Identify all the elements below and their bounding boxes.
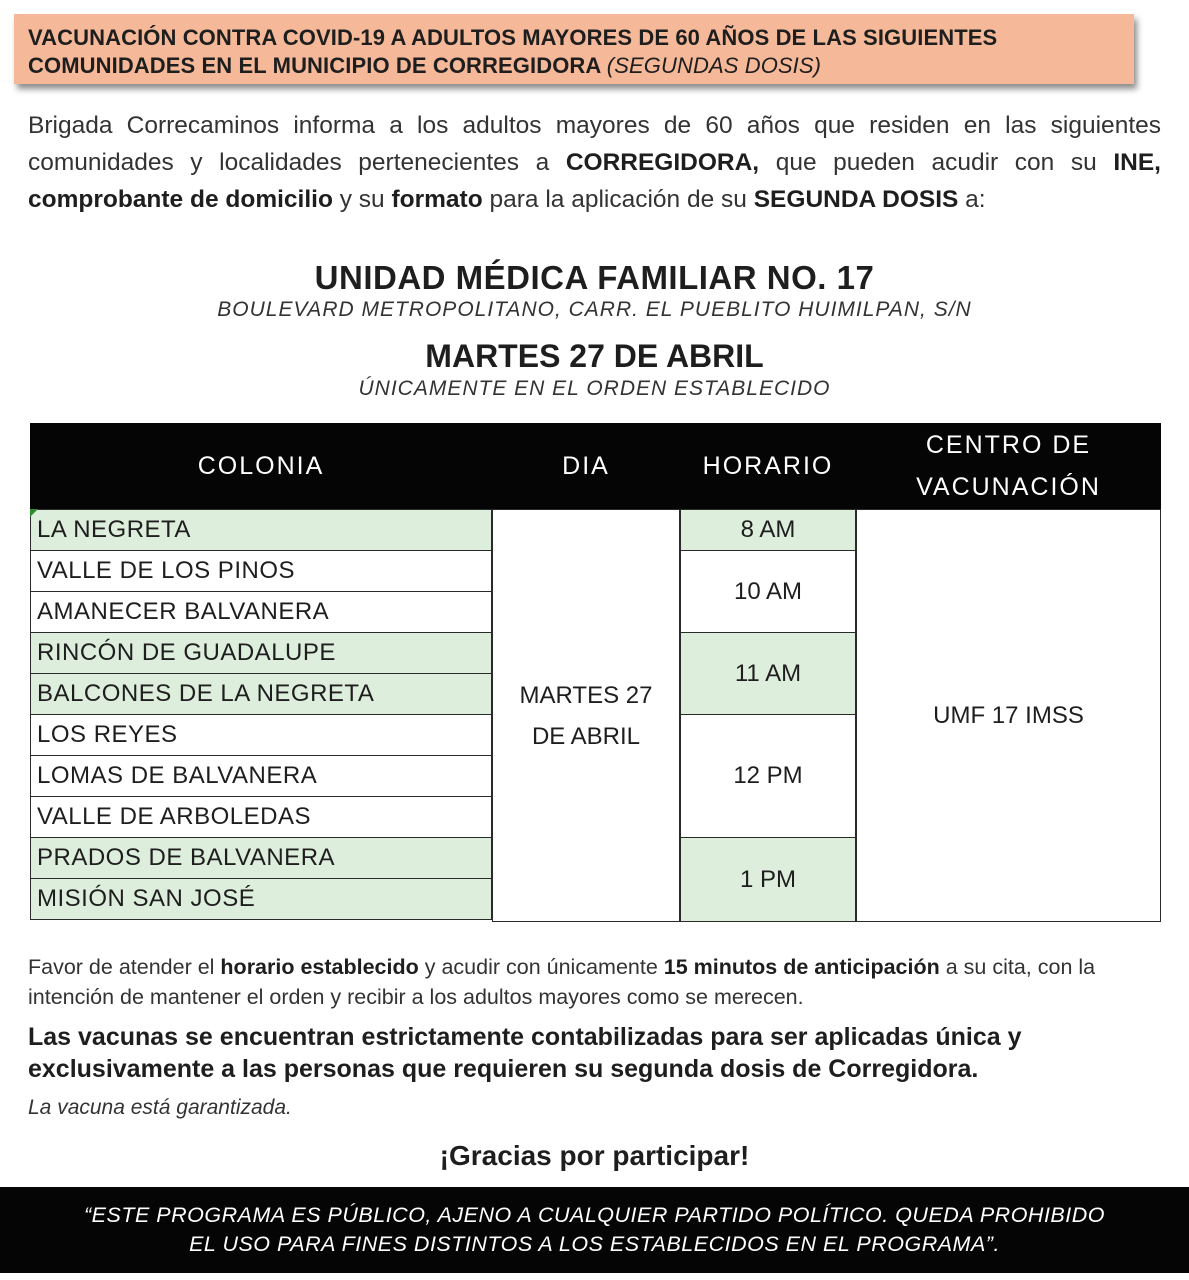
intro-bold-documents: INE, comprobante de domicilio: [28, 149, 1161, 213]
order-note: ÚNICAMENTE EN EL ORDEN ESTABLECIDO: [358, 377, 831, 400]
note-bold-minutes: 15 minutos de anticipación: [663, 955, 940, 979]
venue-title: UNIDAD MÉDICA FAMILIAR NO. 17: [314, 259, 875, 296]
horario-cell: 1 PM: [680, 837, 856, 922]
header-horario: HORARIO: [702, 452, 834, 480]
table-row: BALCONES DE LA NEGRETA: [30, 673, 492, 715]
intro-bold-dose: SEGUNDA DOSIS: [753, 186, 959, 213]
intro-text-2: que pueden acudir con su: [759, 149, 1114, 176]
header-banner: [14, 14, 1134, 84]
date-title: MARTES 27 DE ABRIL: [425, 338, 764, 374]
header-centro: [856, 423, 1161, 509]
intro-text-5: a:: [958, 186, 986, 213]
intro-bold-format: formato: [391, 186, 483, 213]
footer-line-1: “ESTE PROGRAMA ES PÚBLICO, AJENO A CUALQUIER PARTIDO POLÍTICO. QUEDA PROHIBIDO: [83, 1203, 1105, 1227]
header-dia: DIA: [562, 452, 610, 480]
table-header: [30, 423, 1161, 509]
schedule-table: [30, 423, 1161, 923]
vaccine-allocation-note: Las vacunas se encuentran estrictamente contabilizadas para ser aplicadas única y exclusivamente a las personas que requieren su segunda dosis de Corregidora.: [28, 1023, 1022, 1083]
table-row: LA NEGRETA: [30, 509, 492, 551]
note-text-2: y acudir con únicamente: [418, 955, 664, 979]
cell-corner-marker: [30, 509, 38, 517]
intro-bold-municipality: CORREGIDORA,: [565, 149, 760, 176]
table-row: LOMAS DE BALVANERA: [30, 755, 492, 797]
table-row: PRADOS DE BALVANERA: [30, 837, 492, 879]
table-row: AMANECER BALVANERA: [30, 591, 492, 633]
horario-cell: 11 AM: [680, 632, 856, 715]
footer-line-2: EL USO PARA FINES DISTINTOS A LOS ESTABLECIDOS EN EL PROGRAMA”.: [189, 1232, 1000, 1256]
header-colonia: COLONIA: [197, 452, 325, 480]
banner-subtitle: (SEGUNDAS DOSIS): [606, 53, 822, 78]
centro-cell: UMF 17 IMSS: [856, 509, 1161, 922]
table-row: RINCÓN DE GUADALUPE: [30, 632, 492, 674]
note-bold-schedule: horario establecido: [220, 955, 419, 979]
header-centro-line-2: VACUNACIÓN: [916, 473, 1101, 501]
note-text-1: Favor de atender el: [28, 955, 221, 979]
venue-address: BOULEVARD METROPOLITANO, CARR. EL PUEBLITO HUIMILPAN, S/N: [217, 298, 972, 321]
banner-title-line-1: VACUNACIÓN CONTRA COVID-19 A ADULTOS MAYORES DE 60 AÑOS DE LAS SIGUIENTES: [28, 25, 998, 50]
horario-cell: 10 AM: [680, 550, 856, 633]
intro-text-1: Brigada Correcaminos informa a los adultos mayores de 60 años que residen en las siguientes comunidades y localidades pertenecientes a: [28, 112, 1161, 176]
table-row: LOS REYES: [30, 714, 492, 756]
dia-cell: [492, 509, 680, 922]
footer-disclaimer: [0, 1187, 1189, 1273]
vaccine-guarantee-note: La vacuna está garantizada.: [28, 1096, 292, 1119]
table-row: MISIÓN SAN JOSÉ: [30, 878, 492, 920]
table-row: VALLE DE ARBOLEDAS: [30, 796, 492, 838]
table-row: VALLE DE LOS PINOS: [30, 550, 492, 592]
intro-text-3: y su: [332, 186, 392, 213]
horario-cell: 12 PM: [680, 714, 856, 838]
intro-text-4: para la aplicación de su: [482, 186, 754, 213]
thanks-message: ¡Gracias por participar!: [439, 1140, 750, 1171]
dia-line-1: MARTES 27: [519, 681, 653, 709]
note-text-3: a su cita, con la intención de mantener el orden y recibir a los adultos mayores como se merecen.: [28, 955, 1096, 1009]
header-centro-line-1: CENTRO DE: [925, 431, 1092, 459]
schedule-note: [28, 952, 1161, 1012]
horario-cell: 8 AM: [680, 509, 856, 551]
banner-title-line-2-text: COMUNIDADES EN EL MUNICIPIO DE CORREGIDORA: [28, 53, 601, 78]
intro-paragraph: [28, 107, 1161, 218]
dia-line-2: DE ABRIL: [531, 722, 641, 750]
banner-title-line-2: [28, 52, 1120, 80]
